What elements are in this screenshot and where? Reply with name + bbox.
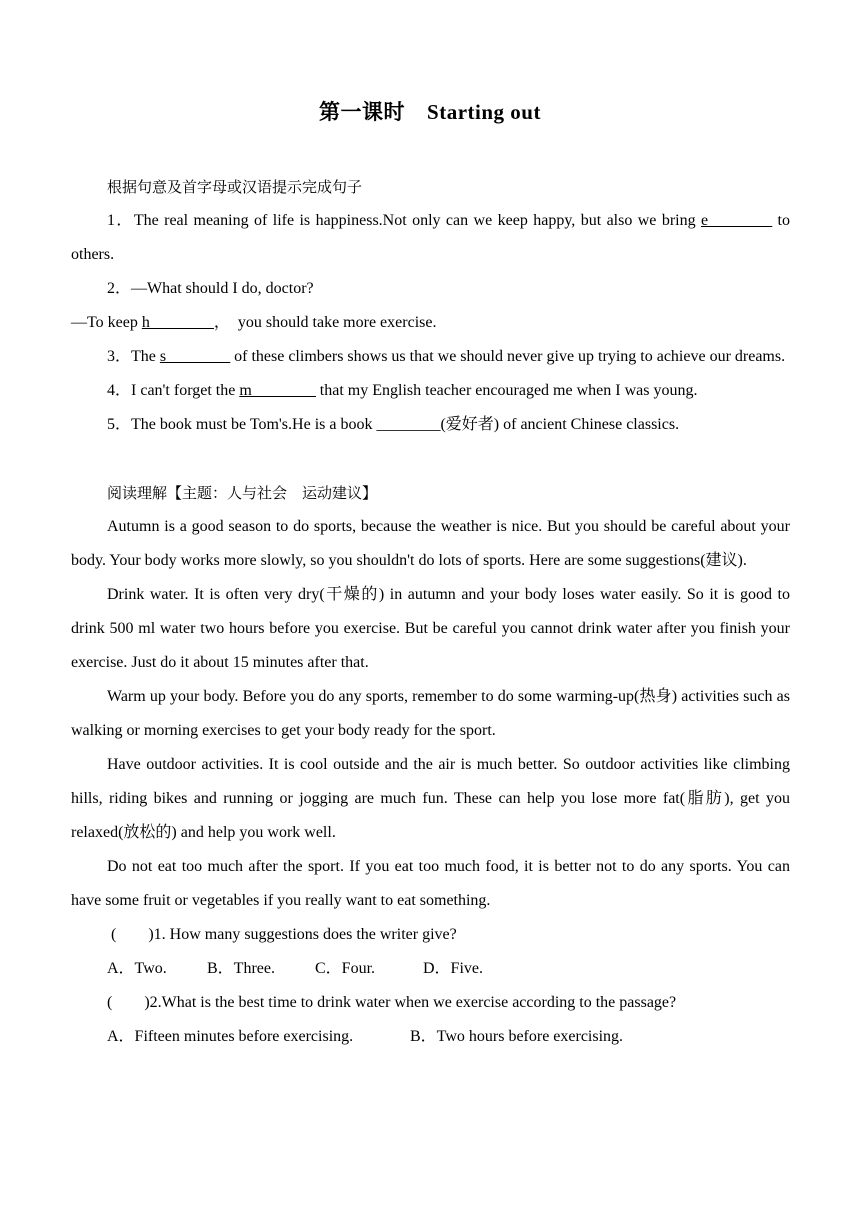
question-1 <box>71 204 790 272</box>
question-4 <box>71 374 790 408</box>
question-3 <box>71 340 790 374</box>
answer-blank[interactable]: h________ <box>141 314 214 331</box>
question-2 <box>71 272 790 306</box>
question-2-answer-line <box>71 306 790 340</box>
option-d[interactable]: D．Five. <box>423 960 484 977</box>
question-number: 5． <box>107 416 132 433</box>
title-cn: 第一课时 <box>319 100 406 124</box>
mc-options-1 <box>71 952 790 986</box>
question-number: 3． <box>107 348 132 365</box>
question-number: 2． <box>107 280 132 297</box>
option-b[interactable]: B．Two hours before exercising. <box>410 1028 624 1045</box>
option-a[interactable]: A．Fifteen minutes before exercising. <box>107 1028 354 1045</box>
question-text-tail: that my English teacher encouraged me when I was young. <box>315 382 698 399</box>
mc-options-2 <box>71 1020 790 1054</box>
page-title <box>0 96 860 126</box>
passage-paragraph: Have outdoor activities. It is cool outside and the air is much better. So outdoor activities like climbing hills, riding bikes and running or jogging are much fun. These can help you lose more fat(脂肪), get you relaxed(放松的) and help you work well. <box>71 756 790 841</box>
answer-blank[interactable]: e________ <box>701 212 773 229</box>
option-b[interactable]: B．Three. <box>207 960 275 977</box>
question-text: —What should I do, doctor? <box>131 280 314 297</box>
document-body <box>71 170 790 1054</box>
question-text: —To keep <box>71 314 142 331</box>
section1-heading: 根据句意及首字母或汉语提示完成句子 <box>107 178 363 196</box>
passage-paragraph: Warm up your body. Before you do any sports, remember to do some warming-up(热身) activities such as walking or morning exercises to get your body ready for the sport. <box>71 688 790 739</box>
question-text: The book must be Tom's.He is a book ________(爱好者) of ancient Chinese classics. <box>131 416 680 433</box>
passage-paragraph: Do not eat too much after the sport. If you eat too much food, it is better not to do any sports. You can have some fruit or vegetables if you really want to eat something. <box>71 858 790 909</box>
option-c[interactable]: C．Four. <box>315 960 376 977</box>
question-text: The real meaning of life is happiness.Not only can we keep happy, but also we bring <box>133 212 696 229</box>
question-text-tail: to others. <box>71 212 790 263</box>
question-text: The <box>131 348 160 365</box>
title-en: Starting out <box>427 100 541 124</box>
option-a[interactable]: A．Two. <box>107 960 167 977</box>
question-text-tail: ， you should take more exercise. <box>213 314 437 331</box>
question-number: 1． <box>107 212 134 229</box>
answer-blank[interactable]: s________ <box>159 348 231 365</box>
passage-paragraph: Drink water. It is often very dry(干燥的) in autumn and your body loses water easily. So it is good to drink 500 ml water two hours before you exercise. But be careful you cannot drink water after you finish your exercise. Just do it about 15 minutes after that. <box>71 586 790 671</box>
mc-question-2: ( )2.What is the best time to drink water when we exercise according to the passage? <box>107 994 677 1011</box>
question-number: 4． <box>107 382 132 399</box>
question-text-tail: of these climbers shows us that we should never give up trying to achieve our dreams. <box>230 348 786 365</box>
section2-heading: 阅读理解【主题：人与社会 运动建议】 <box>107 484 378 502</box>
mc-question-1: ( )1. How many suggestions does the writer give? <box>107 926 457 943</box>
section-gap <box>71 442 790 476</box>
passage-paragraph: Autumn is a good season to do sports, because the weather is nice. But you should be careful about your body. Your body works more slowly, so you shouldn't do lots of sports. Here are some suggestions(建议). <box>71 518 790 569</box>
question-5 <box>71 408 790 442</box>
question-text: I can't forget the <box>131 382 240 399</box>
answer-blank[interactable]: m________ <box>239 382 316 399</box>
